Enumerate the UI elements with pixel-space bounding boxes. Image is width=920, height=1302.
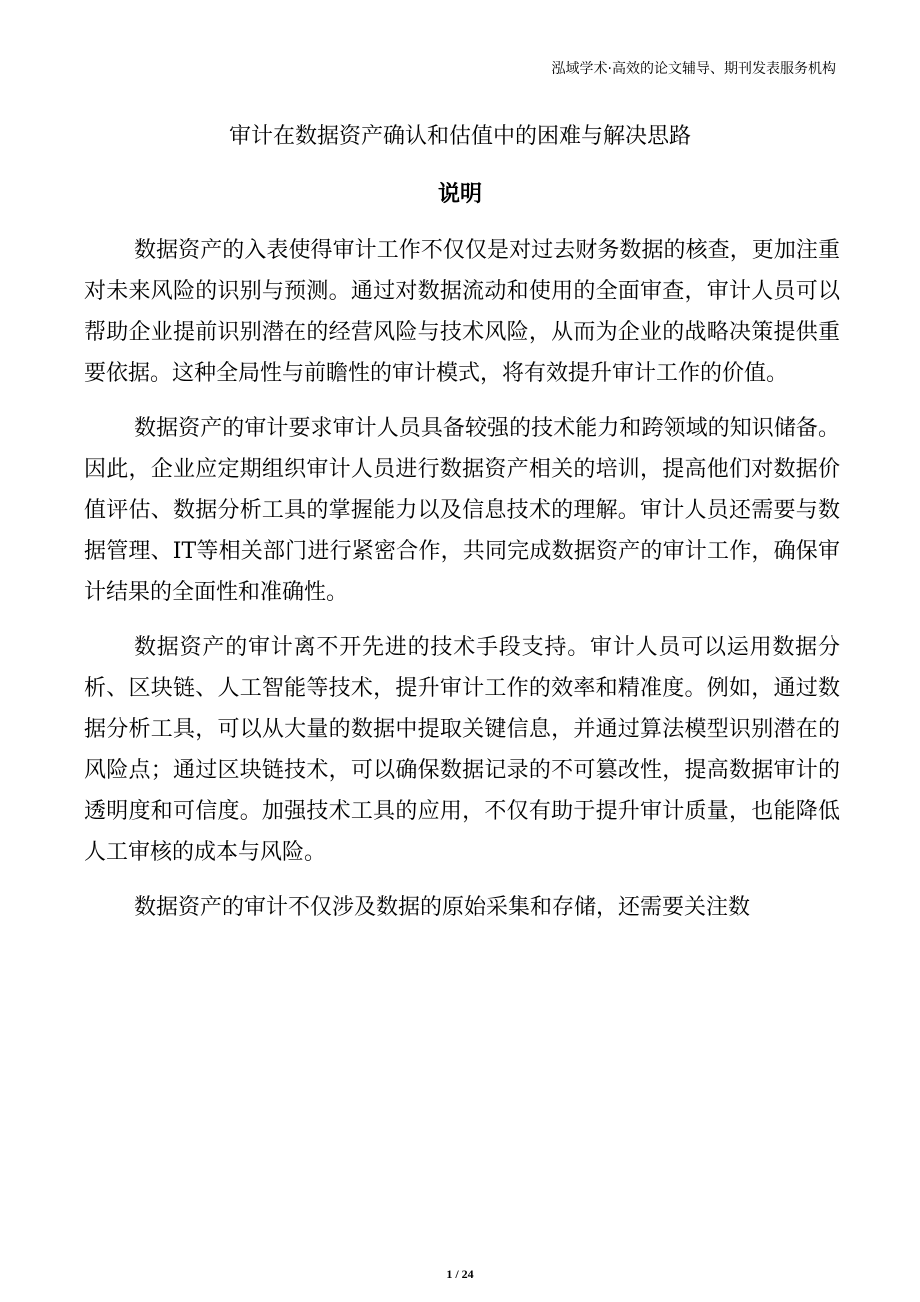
paragraph: 数据资产的审计不仅涉及数据的原始采集和存储，还需要关注数 (134, 895, 751, 920)
paragraph: 数据资产的入表使得审计工作不仅仅是对过去财务数据的核查，更加注重对未来风险的识别与预测。通过对数据流动和使用的全面审查，审计人员可以帮助企业提前识别潜在的经营风险与技术风险，从而为企业的战略决策提供重要依据。这种全局性与前瞻性的审计模式，将有效提升审计工作的价值。 (84, 238, 840, 386)
paragraph: 数据资产的审计要求审计人员具备较强的技术能力和跨领域的知识储备。因此，企业应定期组织审计人员进行数据资产相关的培训，提高他们对数据价值评估、数据分析工具的掌握能力以及信息技术的理解。审计人员还需要与数据管理、IT等相关部门进行紧密合作，共同完成数据资产的审计工作，确保审计结果的全面性和准确性。 (84, 416, 840, 605)
document-title: 审计在数据资产确认和估值中的困难与解决思路 (228, 124, 691, 149)
document-body (84, 230, 840, 942)
section-heading: 说明 (437, 182, 482, 207)
paragraph: 数据资产的审计离不开先进的技术手段支持。审计人员可以运用数据分析、区块链、人工智能等技术，提升审计工作的效率和精准度。例如，通过数据分析工具，可以从大量的数据中提取关键信息，并通过算法模型识别潜在的风险点；通过区块链技术，可以确保数据记录的不可篡改性，提高数据审计的透明度和可信度。加强技术工具的应用，不仅有助于提升审计质量，也能降低人工审核的成本与风险。 (84, 635, 840, 865)
header-brand-text: 泓域学术·高效的论文辅导、期刊发表服务机构 (551, 61, 836, 77)
page-number: 1 / 24 (446, 1267, 474, 1281)
